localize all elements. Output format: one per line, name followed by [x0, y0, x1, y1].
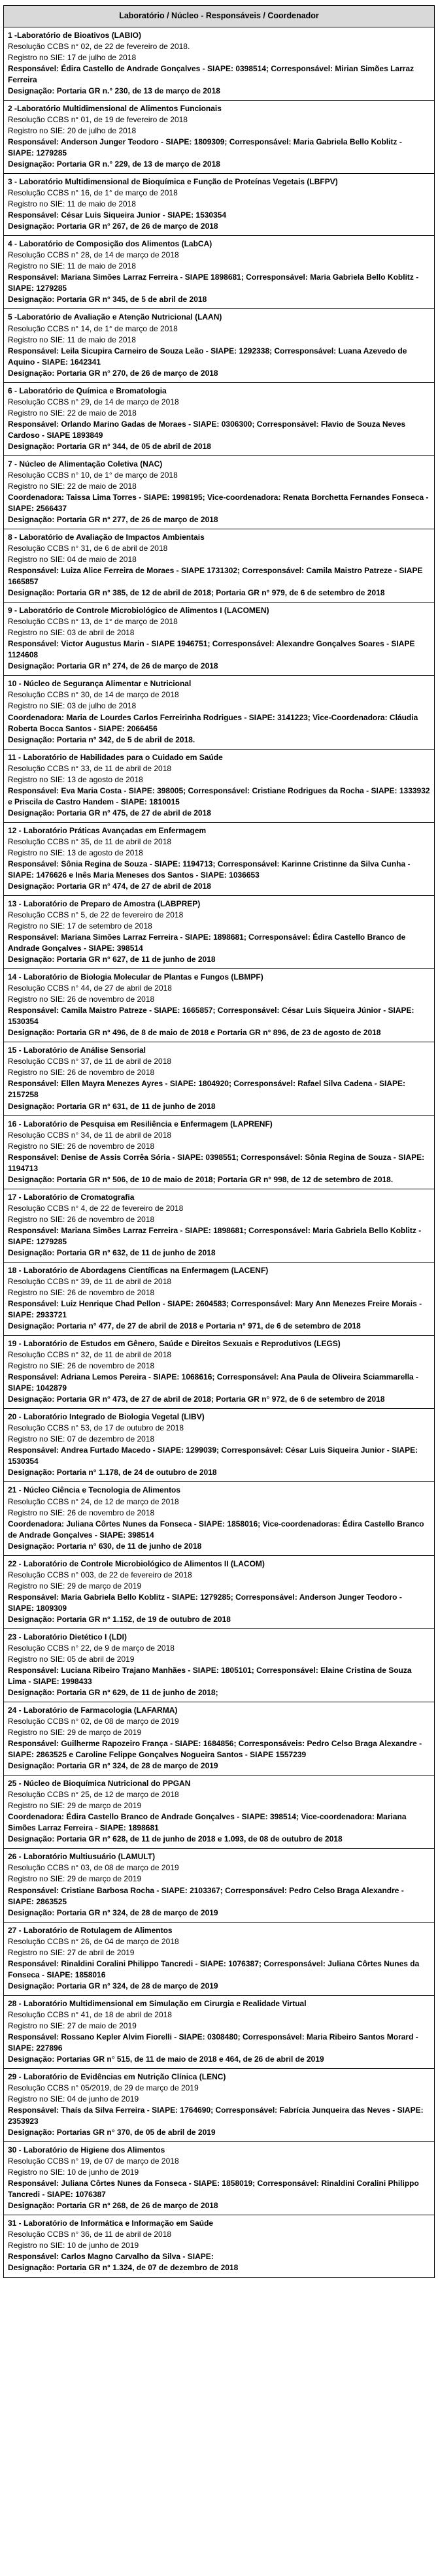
lab-entry-line: Registro no SIE: 27 de abril de 2019 [8, 1947, 135, 1957]
lab-entry [3, 1775, 435, 1849]
lab-entry-line: Registro no SIE: 26 de novembro de 2018 [8, 1287, 155, 1297]
lab-entry-line: Resolução CCBS n° 32, de 11 de abril de 2018 [8, 1350, 172, 1360]
lab-entry-line: Registro no SIE: 20 de julho de 2018 [8, 126, 137, 135]
lab-entry-line: Registro no SIE: 26 de novembro de 2018 [8, 995, 155, 1004]
lab-entry-line: Designação: Portaria GR n° 274, de 26 de março de 2018 [8, 661, 218, 671]
lab-entry-line: Resolução CCBS n° 28, de 14 de março de 2018 [8, 250, 179, 260]
lab-entry-line: Designação: Portaria GR n° 496, de 8 de maio de 2018 e Portaria GR n° 896, de 23 de agosto de 2018 [8, 1028, 381, 1038]
lab-entry-title: 21 - Núcleo Ciência e Tecnologia de Alimentos [8, 1485, 181, 1495]
lab-entry-line: Responsável: Camila Maistro Patreze - SIAPE: 1665857; Corresponsável: César Luis Siqueira Júnior - SIAPE: 1530354 [8, 1006, 414, 1027]
lab-entry-line: Designação: Portaria GR n° 385, de 12 de abril de 2018; Portaria GR n° 979, de 6 de setembro de 2018 [8, 588, 385, 598]
lab-entry-line: Resolução CCBS n° 44, de 27 de abril de 2018 [8, 983, 172, 993]
lab-entry-title: 5 -Laboratório de Avaliação e Atenção Nutricional (LAAN) [8, 312, 222, 322]
lab-entry-line: Registro no SIE: 11 de maio de 2018 [8, 199, 136, 209]
lab-entry [3, 822, 435, 896]
lab-entry-title: 16 - Laboratório de Pesquisa em Resiliência e Enfermagem (LAPRENF) [8, 1119, 273, 1129]
lab-entry-line: Resolução CCBS n° 01, de 19 de fevereiro de 2018 [8, 114, 188, 124]
lab-entry [3, 675, 435, 749]
lab-entry-line: Registro no SIE: 29 de março de 2019 [8, 1801, 142, 1811]
lab-entry-line: Designação: Portaria n° 630, de 11 de junho de 2018 [8, 1541, 202, 1551]
lab-entry-line: Registro no SIE: 26 de novembro de 2018 [8, 1068, 155, 1078]
lab-entry-line: Designação: Portaria GR n° 629, de 11 de junho de 2018; [8, 1688, 218, 1697]
lab-entry-line: Designação: Portaria GR n° 345, de 5 de abril de 2018 [8, 295, 207, 305]
lab-entry-title: 26 - Laboratório Multiusuário (LAMULT) [8, 1852, 156, 1862]
lab-responsaveis-document [3, 5, 435, 2278]
lab-entry-title: 30 - Laboratório de Higiene dos Alimentos [8, 2145, 165, 2155]
lab-entry-title: 1 -Laboratório de Bioativos (LABIO) [8, 30, 142, 40]
lab-entry-title: 28 - Laboratório Multidimensional em Simulação em Cirurgia e Realidade Virtual [8, 1998, 307, 2008]
lab-entry-line: Resolução CCBS n° 05/2019, de 29 de março de 2019 [8, 2083, 199, 2092]
lab-entry-line: Responsável: Luiz Henrique Chad Pellon - SIAPE: 2604583; Corresponsável: Mary Ann Menezes Freire Morais - SIAPE: 2933721 [8, 1299, 422, 1320]
lab-entry-line: Coordenadora: Maria de Lourdes Carlos Ferreirinha Rodrigues - SIAPE: 3141223; Vice-Coordenadora: Cláudia Roberta Bocca Santos - SIAPE: 2066456 [8, 712, 418, 733]
lab-entry-line: Resolução CCBS n° 34, de 11 de abril de 2018 [8, 1130, 172, 1140]
lab-entry-line: Registro no SIE: 03 de julho de 2018 [8, 701, 137, 711]
lab-entry-line: Responsável: Adriana Lemos Pereira - SIAPE: 1068616; Corresponsável: Ana Paula de Oliveira Sciammarella - SIAPE: 1042879 [8, 1372, 419, 1393]
lab-entry [3, 1262, 435, 1336]
lab-entry-line: Designação: Portaria GR n° 473, de 27 de abril de 2018; Portaria GR n° 972, de 6 de setembro de 2018 [8, 1395, 385, 1404]
lab-entry-line: Responsável: Denise de Assis Corrêa Sória - SIAPE: 0398551; Corresponsável: Sônia Regina de Souza - SIAPE: 1194713 [8, 1152, 425, 1173]
lab-entry-line: Registro no SIE: 13 de agosto de 2018 [8, 848, 143, 857]
lab-entry [3, 1628, 435, 1702]
lab-entry [3, 749, 435, 823]
lab-entry-line: Responsável: Édira Castello de Andrade Gonçalves - SIAPE: 0398514; Corresponsável: Mirian Simões Larraz Ferreira [8, 63, 414, 84]
lab-entry-line: Registro no SIE: 22 de maio de 2018 [8, 481, 137, 491]
lab-entry-line: Designação: Portaria GR n° 1.152, de 19 de outubro de 2018 [8, 1614, 231, 1624]
lab-entry [3, 1115, 435, 1189]
table-header-title: Laboratório / Núcleo - Responsáveis / Coordenador [119, 11, 319, 20]
lab-entry [3, 2215, 435, 2277]
lab-entry-line: Responsável: Sônia Regina de Souza - SIAPE: 1194713; Corresponsável: Karinne Cristinne da Silva Cunha - SIAPE: 1476626 e Inês Maria Meneses dos Santos - SIAPE: 1036653 [8, 859, 411, 880]
lab-entry-line: Resolução CCBS n° 10, de 1° de março de 2018 [8, 470, 178, 480]
entries-container [3, 27, 435, 2278]
lab-entry-title: 29 - Laboratório de Evidências em Nutrição Clínica (LENC) [8, 2072, 226, 2081]
lab-entry-line: Registro no SIE: 10 de junho de 2019 [8, 2241, 139, 2251]
lab-entry [3, 1555, 435, 1629]
lab-entry-line: Resolução CCBS n° 36, de 11 de abril de 2018 [8, 2230, 172, 2239]
lab-entry-line: Designação: Portaria n° 1.178, de 24 de outubro de 2018 [8, 1468, 217, 1478]
lab-entry-line: Responsável: Thaís da Silva Ferreira - SIAPE: 1764690; Corresponsável: Fabrícia Junqueira das Neves - SIAPE: 2353923 [8, 2105, 424, 2126]
lab-entry-title: 7 - Núcleo de Alimentação Coletiva (NAC) [8, 459, 163, 469]
lab-entry-title: 23 - Laboratório Dietético I (LDI) [8, 1632, 127, 1642]
lab-entry [3, 1481, 435, 1555]
lab-entry-title: 13 - Laboratório de Preparo de Amostra (LABPREP) [8, 899, 201, 908]
lab-entry [3, 2141, 435, 2215]
lab-entry-line: Resolução CCBS n° 31, de 6 de abril de 2018 [8, 544, 168, 553]
lab-entry-line: Registro no SIE: 11 de maio de 2018 [8, 261, 136, 271]
lab-entry-line: Resolução CCBS n° 29, de 14 de março de 2018 [8, 397, 179, 406]
lab-entry [3, 1408, 435, 1482]
lab-entry-line: Resolução CCBS n° 41, de 18 de abril de 2018 [8, 2009, 172, 2019]
lab-entry-line: Designação: Portaria GR n° 474, de 27 de abril de 2018 [8, 881, 211, 891]
lab-entry-line: Designação: Portaria n° 477, de 27 de abril de 2018 e Portaria n° 971, de 6 de setembro de 2018 [8, 1321, 361, 1331]
lab-entry-line: Responsável: Maria Gabriela Bello Koblitz - SIAPE: 1279285; Corresponsável: Anderson Junger Teodoro - SIAPE: 1809309 [8, 1592, 402, 1613]
lab-entry-line: Responsável: Victor Augustus Marin - SIAPE 1946751; Corresponsável: Alexandre Gonçalves Soares - SIAPE 1124608 [8, 639, 415, 660]
lab-entry-line: Registro no SIE: 03 de abril de 2018 [8, 628, 135, 638]
lab-entry-line: Resolução CCBS n° 16, de 1° de março de 2018 [8, 188, 178, 198]
lab-entry-line: Resolução CCBS n° 25, de 12 de março de 2018 [8, 1790, 179, 1800]
lab-entry [3, 1702, 435, 1775]
lab-entry-line: Responsável: Orlando Marino Gadas de Moraes - SIAPE: 0306300; Corresponsável: Flavio de Souza Neves Cardoso - SIAPE 1893849 [8, 419, 406, 440]
lab-entry-line: Registro no SIE: 29 de março de 2019 [8, 1728, 142, 1738]
lab-entry-line: Registro no SIE: 07 de dezembro de 2018 [8, 1434, 155, 1444]
lab-entry-line: Registro no SIE: 29 de março de 2019 [8, 1581, 142, 1591]
lab-entry-line: Resolução CCBS n° 35, de 11 de abril de 2018 [8, 836, 172, 846]
lab-entry-line: Registro no SIE: 26 de novembro de 2018 [8, 1508, 155, 1517]
lab-entry-line: Resolução CCBS n° 03, de 08 de março de 2019 [8, 1863, 179, 1873]
lab-entry-line: Registro no SIE: 22 de maio de 2018 [8, 408, 137, 418]
lab-entry-line: Responsável: Luiza Alice Ferreira de Moraes - SIAPE 1731302; Corresponsável: Camila Maistro Patreze - SIAPE 1665857 [8, 566, 423, 587]
lab-entry [3, 27, 435, 101]
lab-entry-line: Responsável: Mariana Simões Larraz Ferreira - SIAPE: 1898681; Corresponsável: Maria Gabriela Bello Koblitz - SIAPE: 1279285 [8, 1225, 422, 1246]
lab-entry-line: Responsável: Andrea Furtado Macedo - SIAPE: 1299039; Corresponsável: César Luis Siqueira Junior - SIAPE: 1530354 [8, 1445, 418, 1466]
lab-entry-line: Responsável: Rossano Kepler Alvim Fiorelli - SIAPE: 0308480; Corresponsável: Maria Ribeiro Santos Morard - SIAPE: 227896 [8, 2032, 418, 2053]
lab-entry [3, 235, 435, 309]
lab-entry-line: Resolução CCBS n° 30, de 14 de março de 2018 [8, 690, 179, 700]
lab-entry-line: Responsável: Guilherme Rapozeiro França - SIAPE: 1684856; Corresponsáveis: Pedro Celso Braga Alexandre - SIAPE: 2863525 e Caroline Felippe Gonçalves Nogueira Santos - SIAPE 1557239 [8, 1739, 422, 1760]
lab-entry-title: 17 - Laboratório de Cromatografia [8, 1192, 135, 1202]
lab-entry-line: Registro no SIE: 26 de novembro de 2018 [8, 1361, 155, 1371]
lab-entry-line: Resolução CCBS n° 24, de 12 de março de 2018 [8, 1496, 179, 1506]
lab-entry-line: Responsável: Mariana Simões Larraz Ferreira - SIAPE: 1898681; Corresponsável: Édira Castello Branco de Andrade Gonçalves - SIAPE: 398514 [8, 933, 406, 953]
lab-entry-line: Designação: Portaria GR n° 506, de 10 de maio de 2018; Portaria GR n° 998, de 12 de setembro de 2018. [8, 1174, 394, 1184]
lab-entry-line: Registro no SIE: 04 de junho de 2019 [8, 2094, 139, 2104]
lab-entry-line: Resolução CCBS n° 02, de 22 de fevereiro de 2018. [8, 41, 190, 51]
lab-entry-title: 9 - Laboratório de Controle Microbiológico de Alimentos I (LACOMEN) [8, 606, 269, 616]
lab-entry-line: Responsável: Luciana Ribeiro Trajano Manhães - SIAPE: 1805101; Corresponsável: Elaine Cristina de Souza Lima - SIAPE: 1998433 [8, 1665, 412, 1686]
lab-entry [3, 1042, 435, 1115]
lab-entry-line: Coordenadora: Taissa Lima Torres - SIAPE: 1998195; Vice-coordenadora: Renata Borchetta Fernandes Fonseca - SIAPE: 2566437 [8, 492, 429, 513]
lab-entry-line: Registro no SIE: 29 de março de 2019 [8, 1874, 142, 1884]
lab-entry-line: Resolução CCBS n° 14, de 1° de março de 2018 [8, 323, 178, 333]
lab-entry-line: Resolução CCBS n° 37, de 11 de abril de 2018 [8, 1057, 172, 1066]
lab-entry-line: Designação: Portaria GR n° 475, de 27 de abril de 2018 [8, 808, 211, 817]
lab-entry [3, 895, 435, 969]
lab-entry-title: 12 - Laboratório Práticas Avançadas em Enfermagem [8, 825, 207, 835]
lab-entry-title: 15 - Laboratório de Análise Sensorial [8, 1046, 146, 1055]
lab-entry-title: 11 - Laboratório de Habilidades para o Cuidado em Saúde [8, 752, 223, 762]
lab-entry-line: Resolução CCBS n° 33, de 11 de abril de 2018 [8, 763, 172, 773]
lab-entry-line: Responsável: Carlos Magno Carvalho da Silva - SIAPE: [8, 2252, 214, 2262]
lab-entry-line: Resolução CCBS n° 26, de 04 de março de 2018 [8, 1936, 179, 1946]
lab-entry-line: Resolução CCBS n° 4, de 22 de fevereiro de 2018 [8, 1203, 184, 1213]
lab-entry-line: Responsável: Leila Sicupira Carneiro de Souza Leão - SIAPE: 1292338; Corresponsável: Luana Azevedo de Aquino - SIAPE: 1642341 [8, 346, 407, 367]
lab-entry-line: Registro no SIE: 05 de abril de 2019 [8, 1654, 135, 1664]
lab-entry-line: Registro no SIE: 04 de maio de 2018 [8, 555, 137, 565]
lab-entry-line: Designação: Portaria GR n° 628, de 11 de junho de 2018 e 1.093, de 08 de outubro de 2018 [8, 1834, 343, 1844]
lab-entry-line: Resolução CCBS n° 39, de 11 de abril de 2018 [8, 1276, 172, 1286]
lab-entry-line: Registro no SIE: 17 de julho de 2018 [8, 52, 137, 62]
lab-entry-title: 6 - Laboratório de Química e Bromatologia [8, 386, 167, 395]
lab-entry-line: Designação: Portaria GR n° 627, de 11 de junho de 2018 [8, 955, 216, 965]
lab-entry-line: Designação: Portaria GR n° 344, de 05 de abril de 2018 [8, 441, 211, 451]
lab-entry [3, 455, 435, 529]
lab-entry-line: Responsável: Ellen Mayra Menezes Ayres - SIAPE: 1804920; Corresponsável: Rafael Silva Cadena - SIAPE: 2157258 [8, 1079, 406, 1100]
lab-entry [3, 1189, 435, 1263]
lab-entry-line: Resolução CCBS n° 02, de 08 de março de 2019 [8, 1717, 179, 1726]
lab-entry-line: Registro no SIE: 13 de agosto de 2018 [8, 774, 143, 784]
lab-entry-line: Designação: Portaria GR n° 1.324, de 07 de dezembro de 2018 [8, 2263, 239, 2273]
lab-entry [3, 1848, 435, 1922]
lab-entry-title: 2 -Laboratório Multidimensional de Alimentos Funcionais [8, 103, 222, 113]
lab-entry-line: Registro no SIE: 17 de setembro de 2018 [8, 921, 152, 931]
lab-entry-line: Designação: Portaria GR n° 324, de 28 de março de 2019 [8, 1761, 218, 1771]
lab-entry-line: Designação: Portaria GR n.° 230, de 13 de março de 2018 [8, 86, 220, 95]
lab-entry [3, 968, 435, 1042]
lab-entry [3, 602, 435, 676]
lab-entry-line: Responsável: Eva Maria Costa - SIAPE: 398005; Corresponsável: Cristiane Rodrigues da Rocha - SIAPE: 1333932 e Priscila de Castro Handem - SIAPE: 1810015 [8, 785, 430, 806]
lab-entry-line: Resolução CCBS n° 22, de 9 de março de 2018 [8, 1643, 175, 1653]
lab-entry [3, 382, 435, 456]
lab-entry [3, 1995, 435, 2069]
lab-entry [3, 173, 435, 236]
lab-entry [3, 529, 435, 603]
lab-entry-title: 10 - Núcleo de Segurança Alimentar e Nutricional [8, 679, 192, 689]
lab-entry-title: 27 - Laboratório de Rotulagem de Alimentos [8, 1925, 173, 1935]
lab-entry-line: Designação: Portaria GR n° 270, de 26 de março de 2018 [8, 368, 218, 378]
lab-entry [3, 2068, 435, 2142]
lab-entry-line: Registro no SIE: 27 de maio de 2019 [8, 2021, 137, 2030]
lab-entry-line: Responsável: Anderson Junger Teodoro - SIAPE: 1809309; Corresponsável: Maria Gabriela Bello Koblitz - SIAPE: 1279285 [8, 137, 402, 158]
lab-entry [3, 308, 435, 382]
lab-entry-line: Responsável: Cristiane Barbosa Rocha - SIAPE: 2103367; Corresponsável: Pedro Celso Braga Alexandre - SIAPE: 2863525 [8, 1885, 404, 1906]
lab-entry-line: Resolução CCBS n° 13, de 1° de março de 2018 [8, 617, 178, 627]
lab-entry-line: Resolução CCBS n° 53, de 17 de outubro de 2018 [8, 1423, 184, 1433]
table-header [3, 5, 435, 27]
lab-entry-line: Designação: Portaria GR n° 277, de 26 de março de 2018 [8, 515, 218, 524]
lab-entry [3, 1335, 435, 1409]
lab-entry-title: 8 - Laboratório de Avaliação de Impactos Ambientais [8, 533, 205, 542]
lab-entry-title: 24 - Laboratório de Farmacologia (LAFARMA) [8, 1706, 178, 1715]
lab-entry-line: Responsável: César Luis Siqueira Junior - SIAPE: 1530354 [8, 210, 227, 220]
lab-entry-title: 31 - Laboratório de Informática e Informação em Saúde [8, 2219, 214, 2228]
lab-entry-title: 25 - Núcleo de Bioquímica Nutricional do PPGAN [8, 1779, 191, 1789]
lab-entry-title: 3 - Laboratório Multidimensional de Bioquímica e Função de Proteínas Vegetais (LBFPV) [8, 177, 338, 187]
lab-entry-title: 20 - Laboratório Integrado de Biologia Vegetal (LIBV) [8, 1412, 205, 1422]
lab-entry-line: Registro no SIE: 11 de maio de 2018 [8, 335, 136, 344]
lab-entry-title: 19 - Laboratório de Estudos em Gênero, Saúde e Direitos Sexuais e Reprodutivos (LEGS) [8, 1339, 341, 1349]
lab-entry-line: Designação: Portaria GR n.° 229, de 13 de março de 2018 [8, 159, 220, 169]
lab-entry-line: Designação: Portaria GR n° 324, de 28 de março de 2019 [8, 1907, 218, 1917]
lab-entry-line: Responsável: Rinaldini Coralini Philippo Tancredi - SIAPE: 1076387; Corresponsável: Juliana Côrtes Nunes da Fonseca - SIAPE: 1858016 [8, 1958, 420, 1979]
lab-entry [3, 1922, 435, 1996]
lab-entry-line: Designação: Portaria GR n° 268, de 26 de março de 2018 [8, 2201, 218, 2211]
lab-entry [3, 100, 435, 174]
lab-entry-title: 22 - Laboratório de Controle Microbiológico de Alimentos II (LACOM) [8, 1559, 265, 1568]
lab-entry-line: Designação: Portarias GR n° 515, de 11 de maio de 2018 e 464, de 26 de abril de 2019 [8, 2054, 324, 2064]
lab-entry-title: 18 - Laboratório de Abordagens Científicas na Enfermagem (LACENF) [8, 1265, 269, 1275]
lab-entry-line: Designação: Portaria GR n° 631, de 11 de junho de 2018 [8, 1101, 216, 1111]
lab-entry-line: Coordenadora: Édira Castello Branco de Andrade Gonçalves - SIAPE: 398514; Vice-coordenadora: Mariana Simões Larraz Ferreira - SIAPE: 1898681 [8, 1812, 407, 1833]
lab-entry-line: Designação: Portaria GR n° 632, de 11 de junho de 2018 [8, 1247, 216, 1257]
lab-entry-line: Designação: Portarias GR n° 370, de 05 de abril de 2019 [8, 2128, 216, 2138]
lab-entry-line: Registro no SIE: 10 de junho de 2019 [8, 2168, 139, 2177]
lab-entry-line: Responsável: Juliana Côrtes Nunes da Fonseca - SIAPE: 1858019; Corresponsável: Rinaldini Coralini Philippo Tancredi - SIAPE: 1076387 [8, 2179, 419, 2200]
lab-entry-line: Designação: Portaria n° 342, de 5 de abril de 2018. [8, 735, 195, 744]
lab-entry-line: Registro no SIE: 26 de novembro de 2018 [8, 1214, 155, 1224]
lab-entry-line: Resolução CCBS n° 5, de 22 de fevereiro de 2018 [8, 910, 184, 919]
lab-entry-line: Registro no SIE: 26 de novembro de 2018 [8, 1141, 155, 1151]
lab-entry-line: Resolução CCBS n° 19, de 07 de março de 2018 [8, 2156, 179, 2166]
lab-entry-title: 4 - Laboratório de Composição dos Alimentos (LabCA) [8, 239, 212, 249]
lab-entry-line: Responsável: Mariana Simões Larraz Ferreira - SIAPE 1898681; Corresponsável: Maria Gabriela Bello Koblitz - SIAPE: 1279285 [8, 272, 419, 293]
lab-entry-line: Designação: Portaria GR n° 267, de 26 de março de 2018 [8, 222, 218, 231]
lab-entry-line: Designação: Portaria GR n° 324, de 28 de março de 2019 [8, 1981, 218, 1990]
lab-entry-title: 14 - Laboratório de Biologia Molecular de Plantas e Fungos (LBMPF) [8, 972, 263, 982]
lab-entry-line: Coordenadora: Juliana Côrtes Nunes da Fonseca - SIAPE: 1858016; Vice-coordenadoras: Édira Castello Branco de Andrade Gonçalves - SIAPE: 398514 [8, 1519, 424, 1540]
lab-entry-line: Resolução CCBS n° 003, de 22 de fevereiro de 2018 [8, 1570, 192, 1579]
